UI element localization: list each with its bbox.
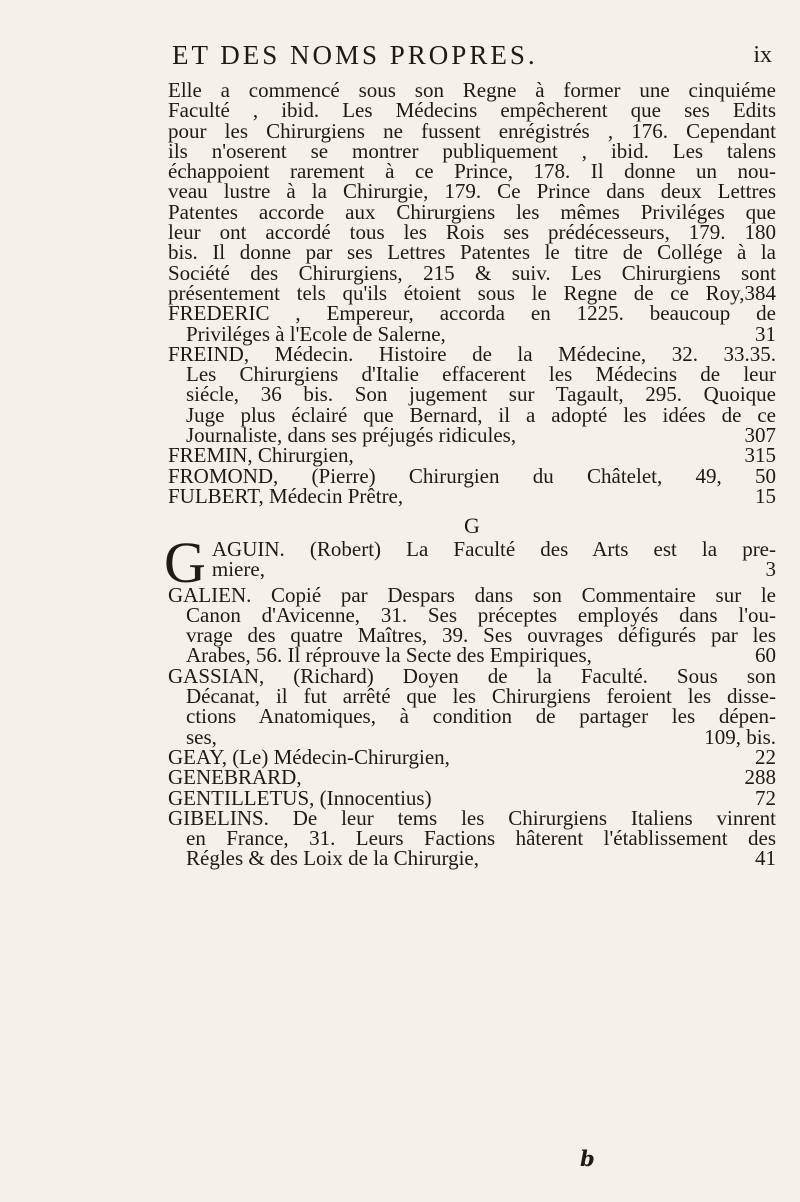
page-ref: 72: [755, 785, 776, 810]
entry-text: GENTILLETUS, (Innocentius): [168, 785, 432, 810]
page-ref: 307: [744, 423, 776, 448]
text-line: Patentes accorde aux Chirurgiens les mêmes Priviléges que: [168, 199, 776, 224]
text-line: [168, 724, 776, 749]
entry-galien: GALIEN. Copié par Despars dans son Commentaire sur le: [168, 582, 776, 607]
entry-fulbert: [168, 483, 776, 508]
section-letter: G: [464, 513, 480, 539]
page-ref: 15: [755, 483, 776, 508]
entry-text: GEAY, (Le) Médecin-Chirurgien,: [168, 744, 450, 769]
entry-text: Journaliste, dans ses préjugés ridicules,: [186, 423, 517, 448]
entry-frederic: FREDERIC , Empereur, accorda en 1225. beaucoup de: [168, 301, 776, 326]
running-title: ET DES NOMS PROPRES.: [172, 40, 538, 70]
page-ref: 22: [755, 744, 776, 769]
page-number: ix: [753, 42, 772, 68]
entry-gassian: GASSIAN, (Richard) Doyen de la Faculté. Sous son: [168, 663, 776, 688]
entry-gentilletus: [168, 785, 776, 810]
text-line: en France, 31. Leurs Factions hâterent l'établissement des: [186, 826, 776, 851]
entry-fromond: FROMOND, (Pierre) Chirurgien du Châtelet, 49, 50: [168, 463, 776, 488]
text-line: [168, 556, 776, 581]
page-ref: 41: [755, 846, 776, 871]
entry-text: ses,: [186, 724, 217, 749]
text-line: AGUIN. (Robert) La Faculté des Arts est la pre-: [211, 536, 776, 561]
entry-geay: [168, 744, 776, 769]
text-line: siécle, 36 bis. Son jugement sur Tagault, 295. Quoique: [186, 382, 776, 407]
entry-text: FULBERT, Médecin Prêtre,: [168, 483, 404, 508]
text-line: pour les Chirurgiens ne fussent enrégistrés , 176. Cependant: [168, 118, 776, 143]
text-line: [168, 423, 776, 448]
entry-freind: FREIND, Médecin. Histoire de la Médecine, 32. 33.35.: [168, 341, 776, 366]
text-line: [168, 846, 776, 871]
entry-text: FREMIN, Chirurgien,: [168, 443, 354, 468]
text-line: ils n'oserent se montrer publiquement , ibid. Les talens: [168, 138, 776, 163]
text-line: leur ont accordé tous les Rois ses prédécesseurs, 179. 180: [168, 220, 776, 245]
text-line: [168, 321, 776, 346]
text-line: vrage des quatre Maîtres, 39. Ses ouvrages défigurés par les: [186, 623, 776, 648]
text-line: Faculté , ibid. Les Médecins empêcherent que ses Edits: [168, 98, 776, 123]
text-line: Les Chirurgiens d'Italie effacerent les Médecins de leur: [186, 362, 776, 387]
text-line: Décanat, il fut arrêté que les Chirurgiens feroient les disse-: [186, 684, 776, 709]
page-ref: 288: [744, 765, 776, 790]
page-ref: 109, bis.: [704, 724, 776, 749]
page-ref: 315: [744, 443, 776, 468]
page-ref: 31: [755, 321, 776, 346]
text-line: Canon d'Avicenne, 31. Ses préceptes employés dans l'ou-: [186, 602, 776, 627]
text-line: veau lustre à la Chirurgie, 179. Ce Prince dans deux Lettres: [168, 179, 776, 204]
text-line: ctions Anatomiques, à condition de partager les dépen-: [186, 704, 776, 729]
text-line: [168, 643, 776, 668]
text-line: présentement tels qu'ils étoient sous le Regne de ce Roy,384: [168, 280, 776, 305]
entry-text: miere,: [211, 556, 265, 581]
drop-cap: G: [164, 529, 206, 595]
entry-text: Priviléges à l'Ecole de Salerne,: [186, 321, 446, 346]
entry-text: Régles & des Loix de la Chirurgie,: [186, 846, 479, 871]
page-ref: 3: [765, 556, 776, 581]
page-ref: 60: [755, 643, 776, 668]
signature-mark: b: [580, 1146, 595, 1171]
entry-text: GENEBRARD,: [168, 765, 302, 790]
entry-genebrard: [168, 765, 776, 790]
entry-gibelins: GIBELINS. De leur tems les Chirurgiens Italiens vinrent: [168, 805, 776, 830]
text-line: échappoient rarement à ce Prince, 178. Il donne un nou-: [168, 159, 776, 184]
text-line: Elle a commencé sous son Regne à former une cinquiéme: [168, 78, 776, 102]
text-line: bis. Il donne par ses Lettres Patentes le titre de Collége à la: [168, 240, 776, 265]
entry-text: Arabes, 56. Il réprouve la Secte des Empiriques,: [186, 643, 592, 668]
text-line: Société des Chirurgiens, 215 & suiv. Les Chirurgiens sont: [168, 260, 776, 285]
text-line: Juge plus éclairé que Bernard, il a adopté les idées de ce: [186, 402, 776, 427]
entry-fremin: [168, 443, 776, 468]
index-text: [164, 78, 776, 871]
